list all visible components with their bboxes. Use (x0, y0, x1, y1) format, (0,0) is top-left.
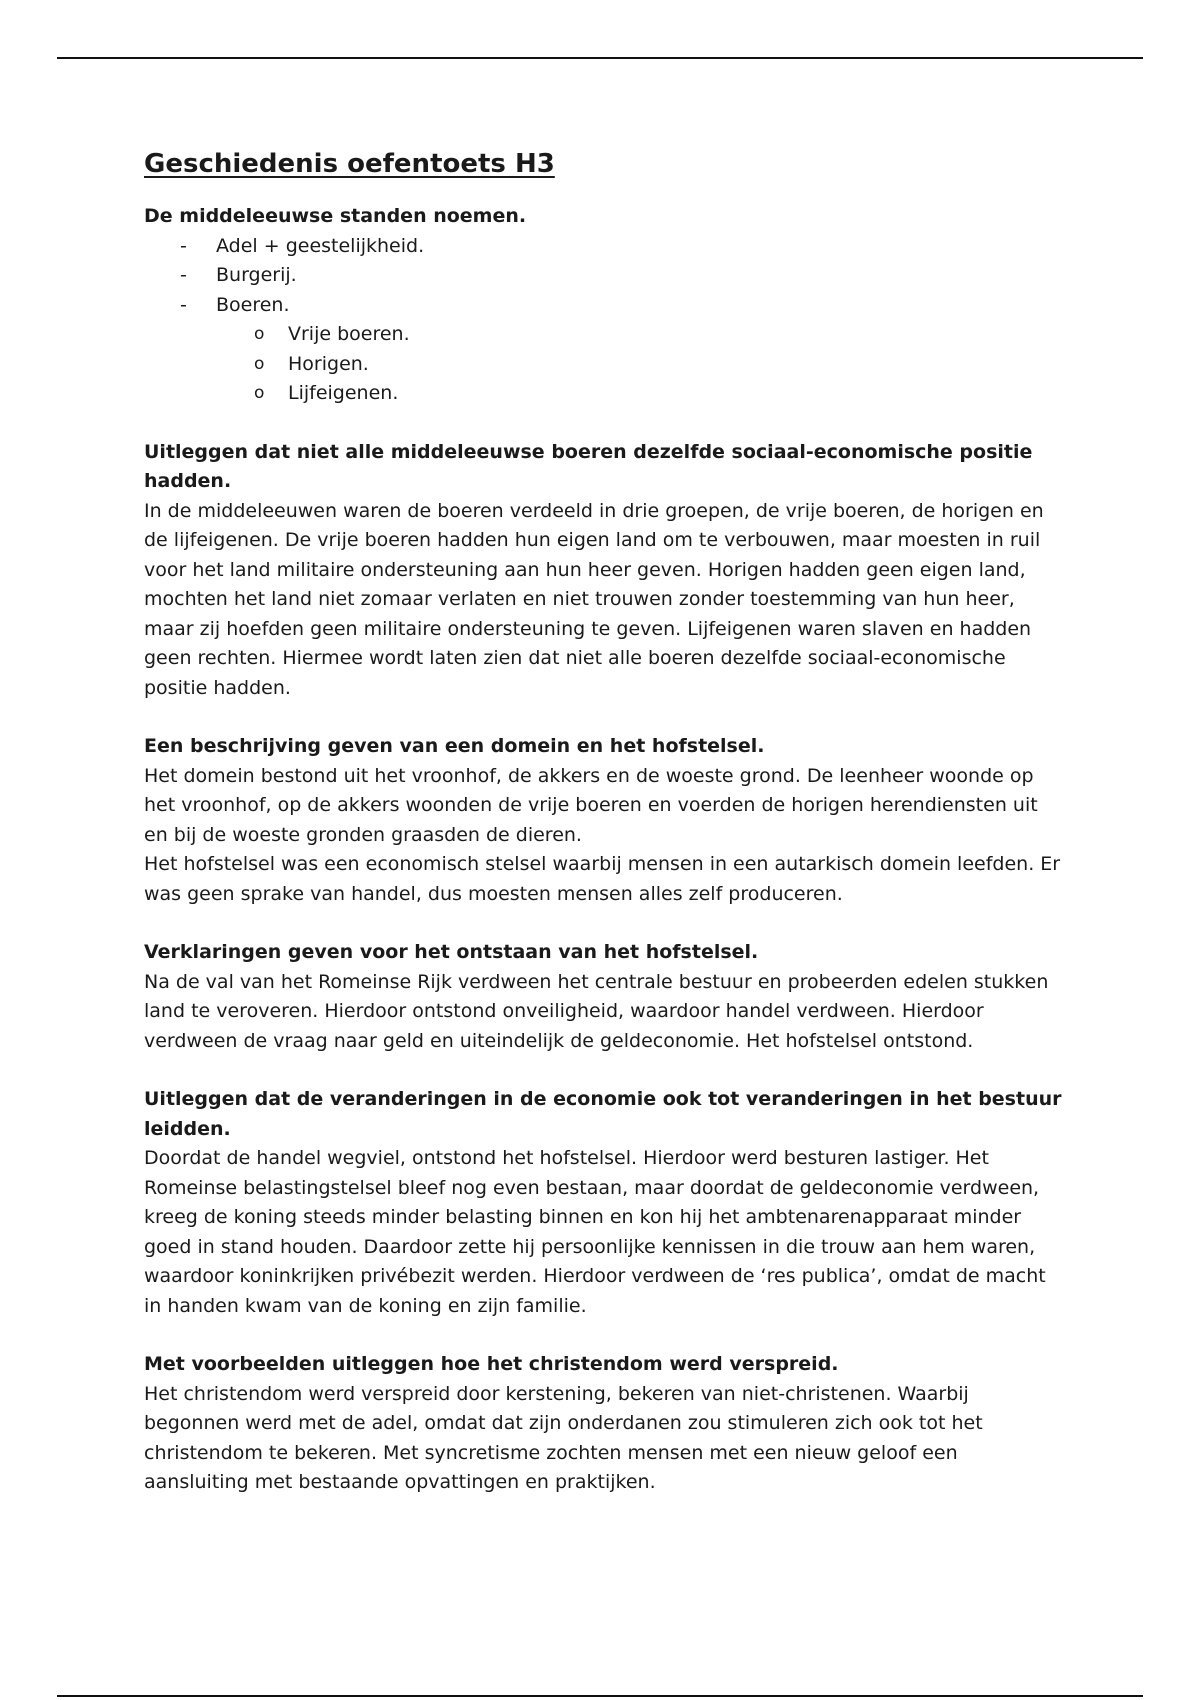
footer-rule (57, 1695, 1143, 1697)
section-heading: Uitleggen dat de veranderingen in de economie ook tot veranderingen in het bestuur leidden. (144, 1088, 1062, 1140)
sublist-item-text: Horigen. (288, 352, 369, 375)
sublist-item (144, 379, 1064, 409)
sublist-item-text: Lijfeigenen. (288, 382, 399, 404)
section-standen (144, 202, 1064, 409)
section-heading: Uitleggen dat niet alle middeleeuwse boeren dezelfde sociaal-economische positie hadden. (144, 440, 1033, 492)
section-paragraph: Het christendom werd verspreid door kerstening, bekeren van niet-christenen. Waarbij begonnen werd met de adel, omdat dat zijn onderdanen zou stimuleren zich ook tot het christendom te bekeren. Met syncretisme zochten mensen met een nieuw geloof een aansluiting met bestaande opvattingen en praktijken. (144, 1382, 983, 1493)
section-heading: Met voorbeelden uitleggen hoe het christendom werd verspreid. (144, 1353, 839, 1375)
section-paragraph: Na de val van het Romeinse Rijk verdween het centrale bestuur en probeerden edelen stukken land te veroveren. Hierdoor ontstond onveiligheid, waardoor handel verdween. Hierdoor verdween de vraag naar geld en uiteindelijk de geldeconomie. Het hofstelsel ontstond. (144, 970, 1049, 1052)
list-item (144, 232, 1064, 262)
section-christendom (144, 1350, 1064, 1498)
standen-list (144, 232, 1064, 409)
circle-bullet: o (254, 353, 265, 374)
dash-bullet: - (180, 264, 187, 286)
header-rule (57, 57, 1143, 59)
section-paragraph: Het hofstelsel was een economisch stelsel waarbij mensen in een autarkisch domein leefden. Er was geen sprake van handel, dus moesten mensen alles zelf produceren. (144, 853, 1061, 905)
section-domein (144, 732, 1064, 909)
section-heading: De middeleeuwse standen noemen. (144, 205, 527, 227)
section-heading: Verklaringen geven voor het ontstaan van het hofstelsel. (144, 941, 759, 963)
sublist-item (144, 320, 1064, 350)
section-ontstaan (144, 938, 1064, 1056)
section-paragraph: Het domein bestond uit het vroonhof, de akkers en de woeste grond. De leenheer woonde op het vroonhof, op de akkers woonden de vrije boeren en voerden de horigen herendiensten uit en bij de woeste gronden graasden de dieren. (144, 764, 1038, 846)
sublist-item (144, 350, 1064, 380)
circle-bullet: o (254, 383, 265, 403)
document-body (144, 146, 1064, 1527)
boeren-sublist (144, 320, 1064, 409)
dash-bullet: - (180, 293, 187, 316)
section-boeren (144, 438, 1064, 704)
list-item (144, 291, 1064, 409)
section-heading: Een beschrijving geven van een domein en het hofstelsel. (144, 735, 765, 757)
dash-bullet: - (180, 234, 187, 257)
document-title: Geschiedenis oefentoets H3 (144, 149, 555, 179)
list-item-text: Boeren. (216, 293, 290, 316)
section-paragraph: In de middeleeuwen waren de boeren verdeeld in drie groepen, de vrije boeren, de horigen en de lijfeigenen. De vrije boeren hadden hun eigen land om te verbouwen, maar moesten in ruil voor het land militaire ondersteuning aan hun heer geven. Horigen hadden geen eigen land, mochten het land niet zomaar verlaten en niet trouwen zonder toestemming van hun heer, maar zij hoefden geen militaire ondersteuning te geven. Lijfeigenen waren slaven en hadden geen rechten. Hiermee wordt laten zien dat niet alle boeren dezelfde sociaal-economische positie hadden. (144, 499, 1044, 699)
list-item-text: Adel + geestelijkheid. (216, 234, 425, 257)
section-bestuur (144, 1085, 1064, 1321)
section-paragraph: Doordat de handel wegviel, ontstond het hofstelsel. Hierdoor werd besturen lastiger. Het Romeinse belastingstelsel bleef nog even bestaan, maar doordat de geldeconomie verdween, kreeg de koning steeds minder belasting binnen en kon hij het ambtenarenapparaat minder goed in stand houden. Daardoor zette hij persoonlijke kennissen in die trouw aan hem waren, waardoor koninkrijken privébezit werden. Hierdoor verdween de ‘res publica’, omdat de macht in handen kwam van de koning en zijn familie. (144, 1147, 1046, 1317)
circle-bullet: o (254, 324, 265, 344)
list-item-text: Burgerij. (216, 264, 297, 286)
sublist-item-text: Vrije boeren. (288, 323, 410, 345)
list-item (144, 261, 1064, 291)
